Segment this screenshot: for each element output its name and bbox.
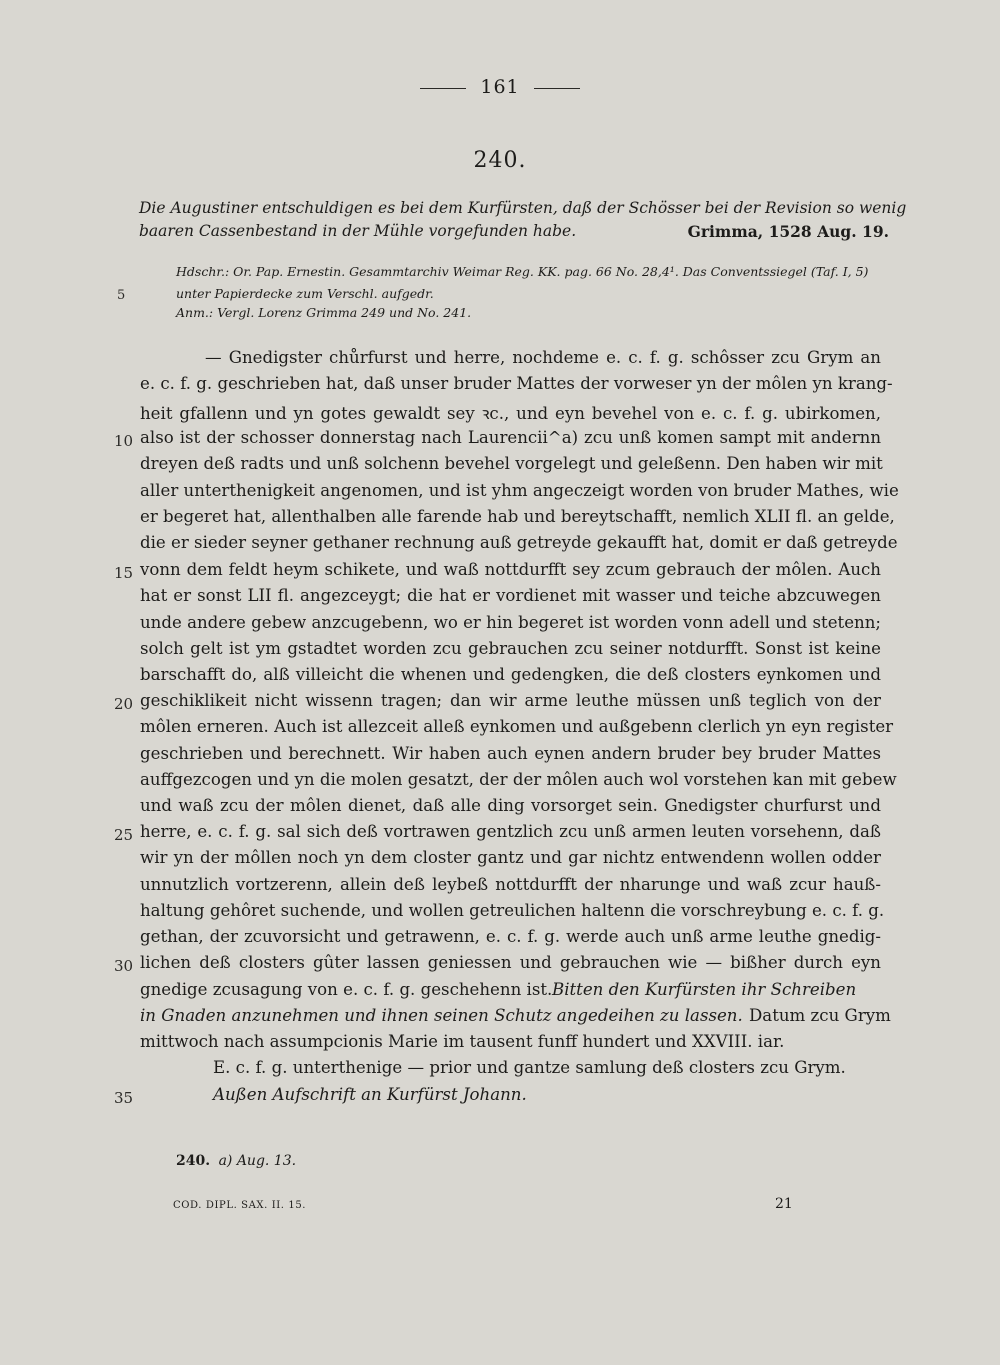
body-line: geschrieben und berechnett. Wir haben auch eynen andern bruder bey bruder Mattes (140, 744, 881, 763)
page-number-header (0, 76, 1000, 98)
abstract-line-2: baaren Cassenbestand in der Mühle vorgefunden habe. (139, 222, 577, 240)
page-number: 161 (480, 76, 520, 98)
date-place: Grimma, 1528 Aug. 19. (687, 222, 889, 241)
body-line: haltung gehôret suchende, und wollen getreulichen haltenn die vorschreybung e. c. f. g. (140, 901, 885, 920)
body-line: dreyen deß radts und unß solchenn bevehel vorgelegt und geleßenn. Den haben wir mit (140, 454, 883, 473)
editor-summary: in Gnaden anzunehmen und ihnen seinen Schutz angedeihen zu lassen. (140, 1006, 743, 1025)
body-line: — Gnedigster chůrfurst und herre, nochdeme e. c. f. g. schôsser zcu Grym an (205, 348, 881, 367)
body-line: aller unterthenigkeit angenomen, und ist yhm angeczeigt worden von bruder Mathes, wie (140, 481, 899, 500)
source-line-1: Hdschr.: Or. Pap. Ernestin. Gesammtarchiv Weimar Reg. KK. pag. 66 No. 28,4¹. Das Conventssiegel (Taf. I, 5) (176, 264, 869, 279)
source-line-3: Anm.: Vergl. Lorenz Grimma 249 und No. 241. (176, 305, 472, 320)
body-line: unde andere gebew anzcugebenn, wo er hin begeret ist worden vonn adell und stetenn; (140, 613, 881, 632)
body-line: gnedige zcusagung von e. c. f. g. geschehenn ist. (140, 980, 553, 999)
body-line: geschiklikeit nicht wissenn tragen; dan wir arme leuthe müssen unß teglich von der (140, 691, 881, 710)
line-number: 5 (117, 288, 126, 303)
source-line-2: unter Papierdecke zum Verschl. aufgedr. (176, 286, 434, 301)
body-line: und waß zcu der môlen dienet, daß alle ding vorsorget sein. Gnedigster churfurst und (140, 796, 881, 815)
document-number: 240. (473, 148, 527, 173)
line-number: 10 (114, 432, 134, 450)
body-line: lichen deß closters gûter lassen geniessen und gebrauchen wie — bißher durch eyn (140, 953, 881, 972)
body-line: auffgezcogen und yn die molen gesatzt, der der môlen auch wol vorstehen kan mit gebew (140, 770, 897, 789)
body-line: Datum zcu Grym (749, 1006, 891, 1025)
body-line: herre, e. c. f. g. sal sich deß vortrawen gentzlich zcu unß armen leuten vorsehenn, daß (140, 822, 881, 841)
body-line: also ist der schosser donnerstag nach Laurencii^a) zcu unß komen sampt mit andernn (140, 428, 881, 447)
body-line: barschafft do, alß villeicht die whenen und gedengken, die deß closters eynkomen und (140, 665, 881, 684)
footnote (176, 1153, 296, 1169)
endorsement: Außen Aufschrift an Kurfürst Johann. (213, 1085, 527, 1104)
signature-mark: COD. DIPL. SAX. II. 15. (173, 1200, 307, 1211)
body-line: unnutzlich vortzerenn, allein deß leybeß nottdurfft der nharunge und waß zcur hauß- (140, 875, 881, 894)
body-line: hat er sonst LII fl. angezceygt; die hat er vordienet mit wasser und teiche abzcuwegen (140, 586, 881, 605)
body-line: gethan, der zcuvorsicht und getrawenn, e. c. f. g. werde auch unß arme leuthe gnedig- (140, 927, 881, 946)
footnote-text: a) Aug. 13. (218, 1153, 297, 1169)
body-line: wir yn der môllen noch yn dem closter gantz und gar nichtz entwendenn wollen odder (140, 848, 881, 867)
sheet-number: 21 (775, 1196, 793, 1212)
body-line: môlen erneren. Auch ist allezceit alleß eynkomen und außgebenn clerlich yn eyn register (140, 717, 894, 736)
line-number: 35 (114, 1089, 134, 1107)
line-number: 20 (114, 695, 134, 713)
closing-line: E. c. f. g. unterthenige — prior und gantze samlung deß closters zcu Grym. (213, 1058, 846, 1077)
body-line: e. c. f. g. geschrieben hat, daß unser bruder Mattes der vorweser yn der môlen yn krang- (140, 374, 893, 393)
body-line: er begeret hat, allenthalben alle farende hab und bereytschafft, nemlich XLII fl. an gelde, (140, 507, 895, 526)
abstract-line-1: Die Augustiner entschuldigen es bei dem Kurfürsten, daß der Schösser bei der Revision so wenig (139, 199, 907, 217)
header-rule-right (534, 88, 580, 89)
body-line: solch gelt ist ym gstadtet worden zcu gebrauchen zcu seiner notdurfft. Sonst ist keine (140, 639, 881, 658)
footnote-ref: 240. (176, 1153, 211, 1169)
body-line: die er sieder seyner gethaner rechnung auß getreyde gekaufft hat, domit er daß getreyde (140, 533, 898, 552)
editor-summary: Bitten den Kurfürsten ihr Schreiben (552, 980, 857, 999)
line-number: 25 (114, 826, 134, 844)
line-number: 30 (114, 957, 134, 975)
header-rule-left (420, 88, 466, 89)
body-line: vonn dem feldt heym schikete, und waß nottdurfft sey zcum gebrauch der môlen. Auch (140, 560, 881, 579)
body-line: mittwoch nach assumpcionis Marie im tausent funff hundert und XXVIII. iar. (140, 1032, 785, 1051)
line-number: 15 (114, 564, 134, 582)
body-line: heit gfallenn und yn gotes gewaldt sey ꝛc., und eyn bevehel von e. c. f. g. ubirkomen, (140, 404, 881, 423)
